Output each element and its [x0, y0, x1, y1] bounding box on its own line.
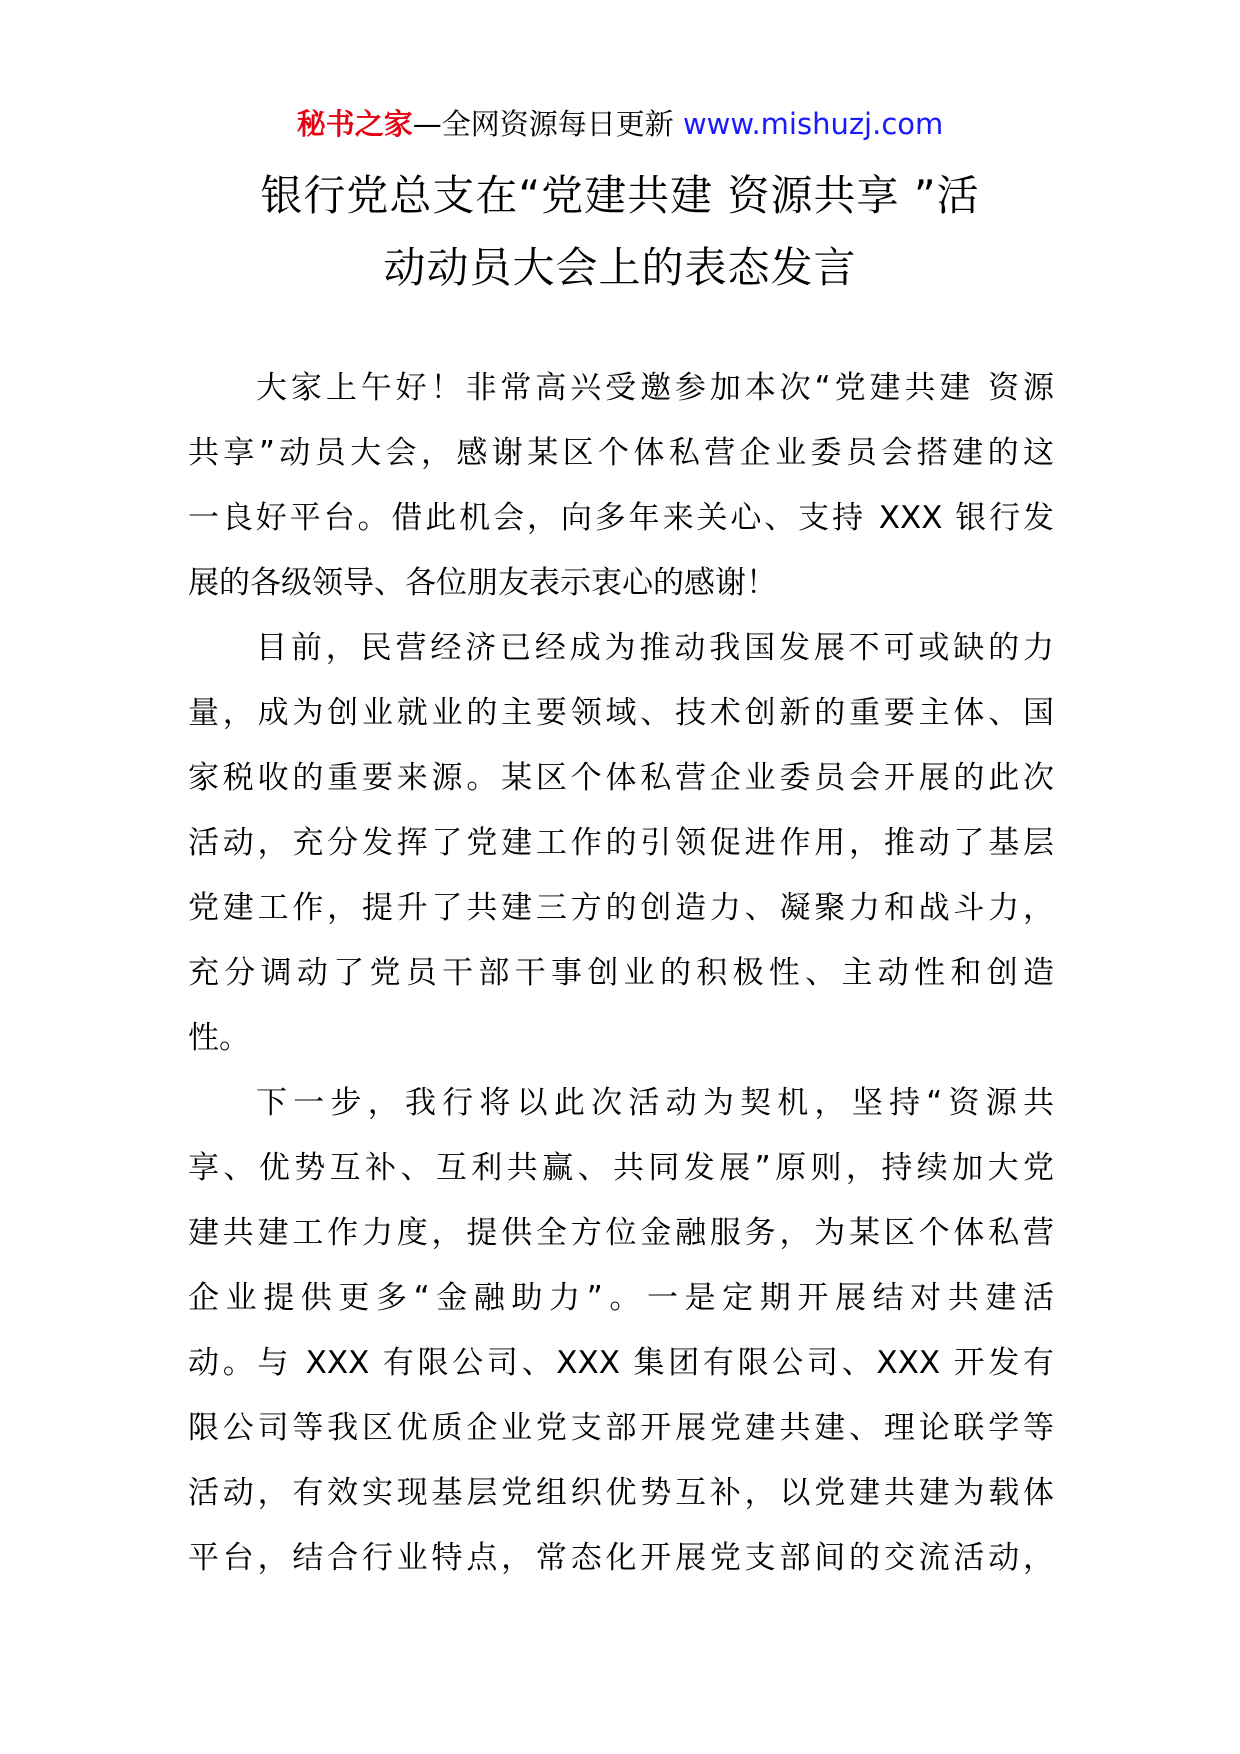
text-line: 一良好平台。借此机会，向多年来关心、支持 XXX 银行发: [188, 500, 1054, 536]
paragraph-3: [188, 1071, 1054, 1591]
text-line: 大家上午好！非常高兴受邀参加本次“党建共建 资源: [256, 370, 1054, 406]
document-body: [188, 356, 1054, 1591]
paragraph-1: [188, 356, 1054, 616]
watermark-header: [0, 104, 1240, 144]
text-line: 动。与 XXX 有限公司、XXX 集团有限公司、XXX 开发有: [188, 1345, 1054, 1381]
text-line: 平台，结合行业特点，常态化开展党支部间的交流活动，: [188, 1540, 1054, 1576]
title-line-1: 银行党总支在“党建共建 资源共享 ”活: [260, 171, 980, 220]
text-line: 下一步，我行将以此次活动为契机，坚持“资源共: [256, 1085, 1054, 1121]
document-title: [170, 160, 1070, 304]
text-line: 量，成为创业就业的主要领域、技术创新的重要主体、国: [188, 695, 1054, 731]
text-line: 性。: [188, 1020, 250, 1056]
text-line: 充分调动了党员干部干事创业的积极性、主动性和创造: [188, 955, 1054, 991]
paragraph-2: [188, 616, 1054, 1071]
text-line: 限公司等我区优质企业党支部开展党建共建、理论联学等: [188, 1410, 1054, 1446]
text-line: 活动，有效实现基层党组织优势互补，以党建共建为载体: [188, 1475, 1054, 1511]
text-line: 活动，充分发挥了党建工作的引领促进作用，推动了基层: [188, 825, 1054, 861]
text-line: 党建工作，提升了共建三方的创造力、凝聚力和战斗力，: [188, 890, 1054, 926]
header-tagline: —全网资源每日更新: [412, 107, 683, 141]
title-line-2: 动动员大会上的表态发言: [383, 243, 857, 292]
text-line: 企业提供更多“金融助力”。一是定期开展结对共建活: [188, 1280, 1054, 1316]
text-line: 家税收的重要来源。某区个体私营企业委员会开展的此次: [188, 760, 1054, 796]
text-line: 展的各级领导、各位朋友表示衷心的感谢！: [188, 565, 777, 601]
header-url-link[interactable]: www.mishuzj.com: [682, 107, 944, 141]
brand-name: 秘书之家: [296, 107, 413, 141]
text-line: 目前，民营经济已经成为推动我国发展不可或缺的力: [256, 630, 1054, 666]
text-line: 共享”动员大会，感谢某区个体私营企业委员会搭建的这: [188, 435, 1054, 471]
text-line: 享、优势互补、互利共赢、共同发展”原则，持续加大党: [188, 1150, 1054, 1186]
text-line: 建共建工作力度，提供全方位金融服务，为某区个体私营: [188, 1215, 1054, 1251]
